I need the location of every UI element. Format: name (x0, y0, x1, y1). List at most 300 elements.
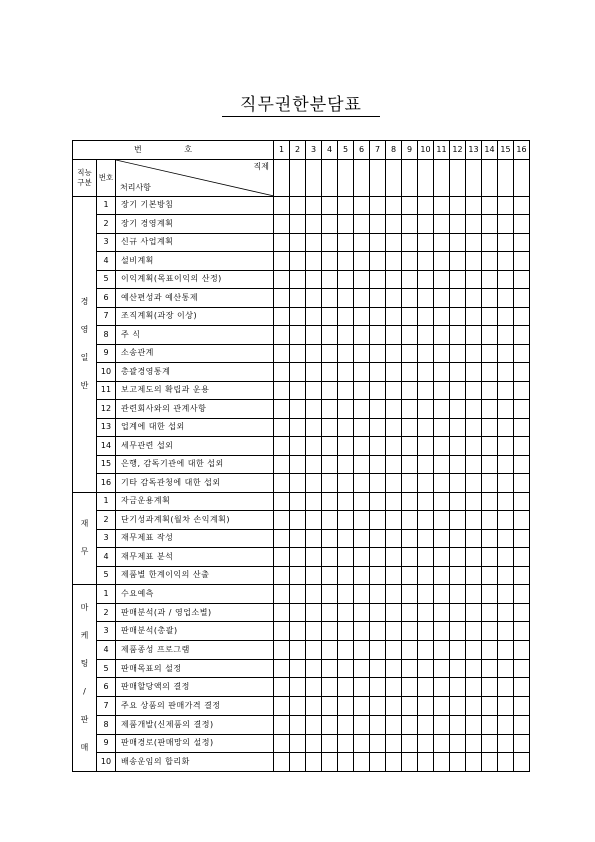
check-cell[interactable] (338, 566, 354, 585)
check-cell[interactable] (322, 270, 338, 289)
check-cell[interactable] (354, 548, 370, 567)
check-cell[interactable] (322, 307, 338, 326)
check-cell[interactable] (306, 511, 322, 530)
check-cell[interactable] (498, 233, 514, 252)
check-cell[interactable] (466, 474, 482, 493)
check-cell[interactable] (402, 215, 418, 234)
check-cell[interactable] (274, 363, 290, 382)
check-cell[interactable] (482, 270, 498, 289)
check-cell[interactable] (466, 603, 482, 622)
check-cell[interactable] (322, 548, 338, 567)
check-cell[interactable] (306, 603, 322, 622)
check-cell[interactable] (386, 381, 402, 400)
check-cell[interactable] (274, 753, 290, 772)
check-cell[interactable] (402, 289, 418, 308)
check-cell[interactable] (354, 418, 370, 437)
check-cell[interactable] (322, 734, 338, 753)
check-cell[interactable] (290, 659, 306, 678)
check-cell[interactable] (434, 363, 450, 382)
check-cell[interactable] (450, 159, 466, 196)
check-cell[interactable] (498, 511, 514, 530)
check-cell[interactable] (306, 363, 322, 382)
check-cell[interactable] (306, 418, 322, 437)
check-cell[interactable] (306, 437, 322, 456)
check-cell[interactable] (418, 344, 434, 363)
check-cell[interactable] (306, 492, 322, 511)
check-cell[interactable] (402, 418, 418, 437)
check-cell[interactable] (482, 492, 498, 511)
check-cell[interactable] (290, 270, 306, 289)
check-cell[interactable] (338, 585, 354, 604)
check-cell[interactable] (402, 697, 418, 716)
check-cell[interactable] (290, 474, 306, 493)
check-cell[interactable] (354, 511, 370, 530)
check-cell[interactable] (498, 289, 514, 308)
check-cell[interactable] (290, 381, 306, 400)
check-cell[interactable] (482, 734, 498, 753)
check-cell[interactable] (306, 678, 322, 697)
check-cell[interactable] (498, 418, 514, 437)
check-cell[interactable] (434, 196, 450, 215)
check-cell[interactable] (434, 381, 450, 400)
check-cell[interactable] (482, 566, 498, 585)
check-cell[interactable] (290, 697, 306, 716)
check-cell[interactable] (386, 585, 402, 604)
check-cell[interactable] (322, 566, 338, 585)
check-cell[interactable] (418, 492, 434, 511)
check-cell[interactable] (450, 400, 466, 419)
check-cell[interactable] (402, 270, 418, 289)
check-cell[interactable] (450, 492, 466, 511)
check-cell[interactable] (402, 474, 418, 493)
check-cell[interactable] (450, 622, 466, 641)
check-cell[interactable] (498, 678, 514, 697)
check-cell[interactable] (466, 566, 482, 585)
check-cell[interactable] (370, 252, 386, 271)
check-cell[interactable] (274, 622, 290, 641)
check-cell[interactable] (274, 215, 290, 234)
check-cell[interactable] (274, 344, 290, 363)
check-cell[interactable] (450, 289, 466, 308)
check-cell[interactable] (450, 307, 466, 326)
check-cell[interactable] (370, 363, 386, 382)
check-cell[interactable] (386, 622, 402, 641)
check-cell[interactable] (322, 455, 338, 474)
check-cell[interactable] (402, 659, 418, 678)
check-cell[interactable] (418, 622, 434, 641)
check-cell[interactable] (434, 585, 450, 604)
check-cell[interactable] (450, 753, 466, 772)
check-cell[interactable] (402, 603, 418, 622)
check-cell[interactable] (466, 585, 482, 604)
check-cell[interactable] (338, 715, 354, 734)
check-cell[interactable] (418, 734, 434, 753)
check-cell[interactable] (338, 252, 354, 271)
check-cell[interactable] (274, 659, 290, 678)
check-cell[interactable] (322, 437, 338, 456)
check-cell[interactable] (434, 492, 450, 511)
check-cell[interactable] (418, 307, 434, 326)
check-cell[interactable] (370, 622, 386, 641)
check-cell[interactable] (370, 753, 386, 772)
check-cell[interactable] (386, 548, 402, 567)
check-cell[interactable] (482, 344, 498, 363)
check-cell[interactable] (354, 734, 370, 753)
check-cell[interactable] (370, 603, 386, 622)
check-cell[interactable] (418, 697, 434, 716)
check-cell[interactable] (322, 511, 338, 530)
check-cell[interactable] (402, 307, 418, 326)
check-cell[interactable] (466, 455, 482, 474)
check-cell[interactable] (386, 474, 402, 493)
check-cell[interactable] (450, 437, 466, 456)
check-cell[interactable] (338, 622, 354, 641)
check-cell[interactable] (466, 548, 482, 567)
check-cell[interactable] (450, 697, 466, 716)
check-cell[interactable] (498, 215, 514, 234)
check-cell[interactable] (274, 381, 290, 400)
check-cell[interactable] (322, 492, 338, 511)
check-cell[interactable] (290, 715, 306, 734)
check-cell[interactable] (306, 529, 322, 548)
check-cell[interactable] (274, 548, 290, 567)
check-cell[interactable] (402, 585, 418, 604)
check-cell[interactable] (498, 492, 514, 511)
check-cell[interactable] (338, 381, 354, 400)
check-cell[interactable] (290, 344, 306, 363)
check-cell[interactable] (306, 159, 322, 196)
check-cell[interactable] (290, 641, 306, 660)
check-cell[interactable] (290, 307, 306, 326)
check-cell[interactable] (482, 326, 498, 345)
check-cell[interactable] (466, 529, 482, 548)
check-cell[interactable] (338, 289, 354, 308)
check-cell[interactable] (354, 474, 370, 493)
check-cell[interactable] (338, 455, 354, 474)
check-cell[interactable] (354, 289, 370, 308)
check-cell[interactable] (290, 548, 306, 567)
check-cell[interactable] (434, 307, 450, 326)
check-cell[interactable] (450, 418, 466, 437)
check-cell[interactable] (418, 678, 434, 697)
check-cell[interactable] (290, 215, 306, 234)
check-cell[interactable] (498, 455, 514, 474)
check-cell[interactable] (354, 270, 370, 289)
check-cell[interactable] (354, 529, 370, 548)
check-cell[interactable] (482, 715, 498, 734)
check-cell[interactable] (514, 585, 530, 604)
check-cell[interactable] (450, 678, 466, 697)
check-cell[interactable] (386, 215, 402, 234)
check-cell[interactable] (418, 603, 434, 622)
check-cell[interactable] (386, 566, 402, 585)
check-cell[interactable] (290, 511, 306, 530)
check-cell[interactable] (354, 233, 370, 252)
check-cell[interactable] (402, 492, 418, 511)
check-cell[interactable] (370, 659, 386, 678)
check-cell[interactable] (306, 566, 322, 585)
check-cell[interactable] (450, 641, 466, 660)
check-cell[interactable] (386, 753, 402, 772)
check-cell[interactable] (338, 326, 354, 345)
check-cell[interactable] (498, 715, 514, 734)
check-cell[interactable] (290, 400, 306, 419)
check-cell[interactable] (354, 400, 370, 419)
check-cell[interactable] (306, 455, 322, 474)
check-cell[interactable] (402, 753, 418, 772)
check-cell[interactable] (450, 270, 466, 289)
check-cell[interactable] (466, 215, 482, 234)
check-cell[interactable] (354, 566, 370, 585)
check-cell[interactable] (514, 418, 530, 437)
check-cell[interactable] (386, 678, 402, 697)
check-cell[interactable] (498, 326, 514, 345)
check-cell[interactable] (370, 381, 386, 400)
check-cell[interactable] (274, 511, 290, 530)
check-cell[interactable] (402, 196, 418, 215)
check-cell[interactable] (466, 252, 482, 271)
check-cell[interactable] (386, 529, 402, 548)
check-cell[interactable] (482, 363, 498, 382)
check-cell[interactable] (322, 344, 338, 363)
check-cell[interactable] (466, 659, 482, 678)
check-cell[interactable] (482, 159, 498, 196)
check-cell[interactable] (450, 252, 466, 271)
check-cell[interactable] (322, 233, 338, 252)
check-cell[interactable] (338, 233, 354, 252)
check-cell[interactable] (306, 697, 322, 716)
check-cell[interactable] (370, 511, 386, 530)
check-cell[interactable] (466, 715, 482, 734)
check-cell[interactable] (306, 585, 322, 604)
check-cell[interactable] (450, 455, 466, 474)
check-cell[interactable] (514, 326, 530, 345)
check-cell[interactable] (498, 641, 514, 660)
check-cell[interactable] (418, 641, 434, 660)
check-cell[interactable] (418, 326, 434, 345)
check-cell[interactable] (322, 196, 338, 215)
check-cell[interactable] (322, 474, 338, 493)
check-cell[interactable] (290, 252, 306, 271)
check-cell[interactable] (354, 622, 370, 641)
check-cell[interactable] (514, 474, 530, 493)
check-cell[interactable] (450, 511, 466, 530)
check-cell[interactable] (466, 326, 482, 345)
check-cell[interactable] (482, 215, 498, 234)
check-cell[interactable] (514, 566, 530, 585)
check-cell[interactable] (498, 363, 514, 382)
check-cell[interactable] (338, 641, 354, 660)
check-cell[interactable] (370, 196, 386, 215)
check-cell[interactable] (322, 622, 338, 641)
check-cell[interactable] (370, 566, 386, 585)
check-cell[interactable] (338, 363, 354, 382)
check-cell[interactable] (450, 363, 466, 382)
check-cell[interactable] (434, 474, 450, 493)
check-cell[interactable] (322, 159, 338, 196)
check-cell[interactable] (450, 196, 466, 215)
check-cell[interactable] (498, 307, 514, 326)
check-cell[interactable] (450, 566, 466, 585)
check-cell[interactable] (386, 363, 402, 382)
check-cell[interactable] (434, 344, 450, 363)
check-cell[interactable] (386, 159, 402, 196)
check-cell[interactable] (514, 511, 530, 530)
check-cell[interactable] (354, 307, 370, 326)
check-cell[interactable] (402, 455, 418, 474)
check-cell[interactable] (514, 659, 530, 678)
check-cell[interactable] (466, 622, 482, 641)
check-cell[interactable] (322, 585, 338, 604)
check-cell[interactable] (450, 585, 466, 604)
check-cell[interactable] (274, 437, 290, 456)
check-cell[interactable] (514, 196, 530, 215)
check-cell[interactable] (370, 492, 386, 511)
check-cell[interactable] (514, 492, 530, 511)
check-cell[interactable] (338, 734, 354, 753)
check-cell[interactable] (434, 659, 450, 678)
check-cell[interactable] (322, 603, 338, 622)
check-cell[interactable] (338, 548, 354, 567)
check-cell[interactable] (322, 400, 338, 419)
check-cell[interactable] (274, 697, 290, 716)
check-cell[interactable] (434, 641, 450, 660)
check-cell[interactable] (450, 233, 466, 252)
check-cell[interactable] (466, 363, 482, 382)
check-cell[interactable] (386, 715, 402, 734)
check-cell[interactable] (514, 363, 530, 382)
check-cell[interactable] (370, 418, 386, 437)
check-cell[interactable] (466, 697, 482, 716)
check-cell[interactable] (274, 326, 290, 345)
check-cell[interactable] (290, 734, 306, 753)
check-cell[interactable] (290, 326, 306, 345)
check-cell[interactable] (338, 697, 354, 716)
check-cell[interactable] (466, 492, 482, 511)
check-cell[interactable] (274, 270, 290, 289)
check-cell[interactable] (306, 344, 322, 363)
check-cell[interactable] (274, 400, 290, 419)
check-cell[interactable] (306, 270, 322, 289)
check-cell[interactable] (338, 603, 354, 622)
check-cell[interactable] (466, 641, 482, 660)
check-cell[interactable] (514, 753, 530, 772)
check-cell[interactable] (290, 196, 306, 215)
check-cell[interactable] (386, 492, 402, 511)
check-cell[interactable] (306, 289, 322, 308)
check-cell[interactable] (306, 641, 322, 660)
check-cell[interactable] (354, 159, 370, 196)
check-cell[interactable] (482, 289, 498, 308)
check-cell[interactable] (354, 641, 370, 660)
check-cell[interactable] (514, 697, 530, 716)
check-cell[interactable] (322, 715, 338, 734)
check-cell[interactable] (514, 307, 530, 326)
check-cell[interactable] (386, 418, 402, 437)
check-cell[interactable] (306, 196, 322, 215)
check-cell[interactable] (450, 659, 466, 678)
check-cell[interactable] (386, 196, 402, 215)
check-cell[interactable] (290, 678, 306, 697)
check-cell[interactable] (354, 492, 370, 511)
check-cell[interactable] (322, 418, 338, 437)
check-cell[interactable] (402, 159, 418, 196)
check-cell[interactable] (386, 326, 402, 345)
check-cell[interactable] (434, 159, 450, 196)
check-cell[interactable] (498, 622, 514, 641)
check-cell[interactable] (482, 196, 498, 215)
check-cell[interactable] (514, 344, 530, 363)
check-cell[interactable] (274, 734, 290, 753)
check-cell[interactable] (402, 529, 418, 548)
check-cell[interactable] (482, 753, 498, 772)
check-cell[interactable] (306, 474, 322, 493)
check-cell[interactable] (402, 548, 418, 567)
check-cell[interactable] (466, 381, 482, 400)
check-cell[interactable] (418, 566, 434, 585)
check-cell[interactable] (338, 753, 354, 772)
check-cell[interactable] (402, 734, 418, 753)
check-cell[interactable] (418, 753, 434, 772)
check-cell[interactable] (306, 381, 322, 400)
check-cell[interactable] (418, 270, 434, 289)
check-cell[interactable] (418, 715, 434, 734)
check-cell[interactable] (290, 622, 306, 641)
check-cell[interactable] (386, 437, 402, 456)
check-cell[interactable] (274, 492, 290, 511)
check-cell[interactable] (450, 215, 466, 234)
check-cell[interactable] (402, 344, 418, 363)
check-cell[interactable] (370, 455, 386, 474)
check-cell[interactable] (322, 363, 338, 382)
check-cell[interactable] (450, 344, 466, 363)
check-cell[interactable] (514, 252, 530, 271)
check-cell[interactable] (370, 548, 386, 567)
check-cell[interactable] (290, 753, 306, 772)
check-cell[interactable] (482, 252, 498, 271)
check-cell[interactable] (514, 437, 530, 456)
check-cell[interactable] (354, 196, 370, 215)
check-cell[interactable] (370, 326, 386, 345)
check-cell[interactable] (370, 344, 386, 363)
check-cell[interactable] (386, 455, 402, 474)
check-cell[interactable] (434, 753, 450, 772)
check-cell[interactable] (434, 548, 450, 567)
check-cell[interactable] (338, 307, 354, 326)
check-cell[interactable] (370, 678, 386, 697)
check-cell[interactable] (418, 529, 434, 548)
check-cell[interactable] (498, 252, 514, 271)
check-cell[interactable] (322, 215, 338, 234)
check-cell[interactable] (418, 400, 434, 419)
check-cell[interactable] (434, 622, 450, 641)
check-cell[interactable] (482, 307, 498, 326)
check-cell[interactable] (274, 529, 290, 548)
check-cell[interactable] (370, 289, 386, 308)
check-cell[interactable] (402, 566, 418, 585)
check-cell[interactable] (450, 474, 466, 493)
check-cell[interactable] (274, 603, 290, 622)
check-cell[interactable] (274, 233, 290, 252)
check-cell[interactable] (498, 159, 514, 196)
check-cell[interactable] (354, 252, 370, 271)
check-cell[interactable] (338, 344, 354, 363)
check-cell[interactable] (354, 697, 370, 716)
check-cell[interactable] (514, 678, 530, 697)
check-cell[interactable] (306, 622, 322, 641)
check-cell[interactable] (402, 252, 418, 271)
check-cell[interactable] (290, 492, 306, 511)
